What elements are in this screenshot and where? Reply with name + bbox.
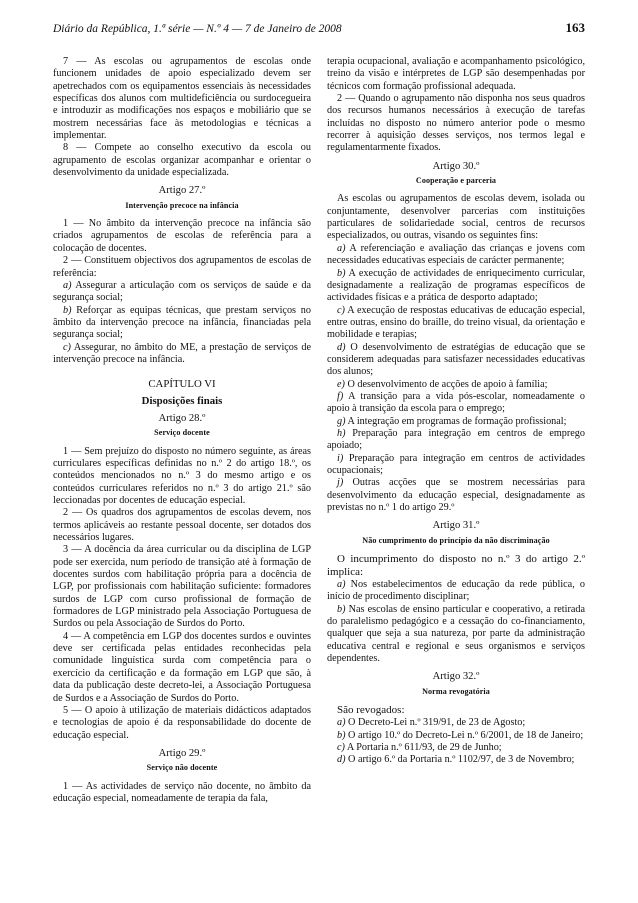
list-item xyxy=(327,604,585,666)
item-text: Nas escolas de ensino particular e cooperativo, a retirada do paralelismo pedagógico e a cessação do co-financiamento, qualquer que seja a sua natureza, por parte da administração educativa central e regional e seus organismos e serviços dependentes. xyxy=(327,603,585,665)
paragraph: 3 — A docência da área curricular ou da disciplina de LGP pode ser exercida, num período de transição até à formação de docentes surdos com habilitação própria para a docência de LGP, por profissionais com habilitação suficiente: formadores surdos de LGP com curso profissional de formação de formadores de LGP ministrado pela Associação Portuguesa de Surdos ou pela Associação de Surdos do Porto. xyxy=(53,544,311,630)
list-item xyxy=(53,280,311,305)
paragraph: As escolas ou agrupamentos de escolas devem, isolada ou conjuntamente, desenvolver parcerias com instituições particulares de solidariedade social, centros de recursos especializados, ou outras, visando os seguintes fins: xyxy=(327,193,585,242)
article-title: Artigo 30.º xyxy=(432,160,480,172)
list-item xyxy=(53,342,311,367)
list-item xyxy=(327,268,585,305)
article-heading: Norma revogatória xyxy=(422,686,490,696)
item-letter: b) xyxy=(337,729,346,741)
paragraph: 2 — Os quadros dos agrupamentos de escolas devem, nos termos aplicáveis ao restante pessoal docente, ser dotados dos necessários lugares. xyxy=(53,507,311,544)
list-item xyxy=(327,477,585,514)
item-letter: c) xyxy=(337,741,345,753)
item-letter: h) xyxy=(337,427,346,439)
list-item xyxy=(327,416,585,428)
item-text: O desenvolvimento de estratégias de educação que se considerem adequadas para satisfazer necessidades educativas dos alunos; xyxy=(327,341,585,378)
article-title: Artigo 29.º xyxy=(158,747,206,759)
paragraph: 5 — O apoio à utilização de materiais didácticos adaptados e tecnologias de apoio é da responsabilidade do docente de educação especial. xyxy=(53,704,311,741)
paragraph: 4 — A competência em LGP dos docentes surdos e ouvintes deve ser certificada pelas entidades reconhecidas pela comunidade linguística surda com competência para o exercício da certificação e da formação em LGP que são, à data da publicação deste decreto-lei, a Associação Portuguesa de Surdos e a Associação de Surdos do Porto. xyxy=(53,630,311,704)
chapter-title: Disposições finais xyxy=(141,394,223,407)
paragraph: terapia ocupacional, avaliação e acompanhamento psicológico, treino da visão e intérpretes de LGP são desempenhadas por técnicos com formação profissional adequada. xyxy=(327,56,585,92)
paragraph: 1 — As actividades de serviço não docente, no âmbito da educação especial, nomeadamente de terapia da fala, xyxy=(53,780,311,804)
item-text: A integração em programas de formação profissional; xyxy=(345,415,567,427)
paragraph: 2 — Quando o agrupamento não disponha nos seus quadros dos recursos humanos necessários à execução de tarefas incluídas no disposto no número anterior pode o mesmo recorrer à aquisição desses serviços, nos termos legal e regulamentarmente fixados. xyxy=(327,93,585,154)
article-title: Artigo 32.º xyxy=(432,671,480,683)
list-item xyxy=(327,742,585,754)
item-letter: c) xyxy=(63,341,71,353)
item-text: A Portaria n.º 611/93, de 29 de Junho; xyxy=(344,741,502,753)
item-letter: c) xyxy=(337,304,345,316)
list-item xyxy=(327,453,585,478)
item-letter: d) xyxy=(337,341,346,353)
item-text: Assegurar a articulação com os serviços de saúde e da segurança social; xyxy=(53,279,311,304)
chapter-number: CAPÍTULO VI xyxy=(148,378,216,391)
article-heading: Serviço não docente xyxy=(146,763,218,773)
page-header xyxy=(53,20,585,38)
item-letter: b) xyxy=(63,304,72,316)
list-item xyxy=(53,305,311,342)
item-text: Nos estabelecimentos de educação da rede pública, o início de procedimento disciplinar; xyxy=(327,579,585,603)
item-text: A execução de respostas educativas de educação especial, entre outras, ensino do braille, do treino visual, da orientação e mobilidade e terapias; xyxy=(327,304,585,341)
item-text: A execução de actividades de enriquecimento curricular, designadamente a realização de programas específicos de actividades físicas e a prática de desporto adaptado; xyxy=(327,267,585,304)
paragraph: 7 — As escolas ou agrupamentos de escolas onde funcionem unidades de apoio especializado devem ser apetrechados com os equipamentos essenciais às necessidades específicas dos alunos com multideficiência ou surdocegueira e introduzir as modificações nos espaços e mobiliário que se mostrem necessárias face às metodologias e técnicas a implementar. xyxy=(53,56,311,142)
item-text: O desenvolvimento de acções de apoio à família; xyxy=(344,378,548,390)
item-letter: a) xyxy=(337,242,346,254)
item-text: O artigo 6.º da Portaria n.º 1102/97, de 3 de Novembro; xyxy=(345,754,575,766)
item-letter: f) xyxy=(337,390,344,402)
item-letter: e) xyxy=(337,378,345,390)
item-letter: i) xyxy=(337,452,344,464)
list-item xyxy=(327,428,585,453)
paragraph: São revogados: xyxy=(337,704,405,717)
paragraph: O incumprimento do disposto no n.º 3 do artigo 2.º implica: xyxy=(327,553,585,579)
item-text: Preparação para integração em centros de emprego apoiado; xyxy=(327,427,585,452)
article-heading: Não cumprimento do princípio da não discriminação xyxy=(362,535,550,545)
item-text: O artigo 10.º do Decreto-Lei n.º 6/2001, de 18 de Janeiro; xyxy=(345,729,584,741)
item-text: Reforçar as equipas técnicas, que prestam serviços no âmbito da intervenção precoce na infância, financiadas pela segurança social; xyxy=(53,304,311,341)
item-text: Assegurar, no âmbito do ME, a prestação de serviços de intervenção precoce na infância. xyxy=(53,341,311,365)
paragraph: 8 — Compete ao conselho executivo da escola ou agrupamento de escolas organizar acompanhar e orientar o desenvolvimento da unidade especializada. xyxy=(53,142,311,179)
article-heading: Intervenção precoce na infância xyxy=(125,200,239,210)
article-title: Artigo 27.º xyxy=(158,185,206,197)
article-heading: Serviço docente xyxy=(154,428,210,438)
list-item xyxy=(327,754,585,766)
item-letter: a) xyxy=(337,717,346,729)
item-text: A transição para a vida pós-escolar, nomeadamente o apoio à transição da escola para o emprego; xyxy=(327,390,585,415)
paragraph: 1 — Sem prejuízo do disposto no número seguinte, as áreas curriculares específicas definidas no n.º 2 do artigo 18.º, os conteúdos mencionados no n.º 3 do mesmo artigo e os conteúdos curriculares referidos no n.º 3 do artigo 21.º são leccionadas por docentes de educação especial. xyxy=(53,445,311,506)
article-title: Artigo 31.º xyxy=(432,520,480,532)
left-column xyxy=(53,56,311,805)
list-item xyxy=(327,730,585,742)
page-number: 163 xyxy=(565,20,585,35)
item-text: O Decreto-Lei n.º 319/91, de 23 de Agosto; xyxy=(345,717,526,729)
article-title: Artigo 28.º xyxy=(158,412,206,424)
paragraph: 1 — No âmbito da intervenção precoce na infância são criados agrupamentos de escolas de referência para a colocação de docentes. xyxy=(53,218,311,254)
list-item xyxy=(327,342,585,379)
item-letter: d) xyxy=(337,754,346,766)
list-item xyxy=(327,391,585,416)
item-text: Outras acções que se mostrem necessárias para desenvolvimento da educação especial, designadamente as previstas no n.º 1 do artigo 29.º xyxy=(327,477,585,514)
article-heading: Cooperação e parceria xyxy=(415,176,497,186)
list-item xyxy=(327,305,585,342)
item-letter: a) xyxy=(63,279,72,291)
item-text: Preparação para integração em centros de actividades ocupacionais; xyxy=(327,452,585,476)
paragraph: 2 — Constituem objectivos dos agrupamentos de escolas de referência: xyxy=(53,255,311,279)
list-item xyxy=(327,379,585,391)
journal-title: Diário da República, 1.ª série — N.º 4 — 7 de Janeiro de 2008 xyxy=(53,23,342,35)
right-column xyxy=(327,56,585,767)
item-letter: g) xyxy=(337,415,346,427)
item-letter: j) xyxy=(337,477,344,489)
list-item xyxy=(327,579,585,604)
item-letter: a) xyxy=(337,579,346,591)
list-item xyxy=(327,717,585,729)
item-text: A referenciação e avaliação das crianças e jovens com necessidades educativas especiais de carácter permanente; xyxy=(327,242,585,267)
item-letter: b) xyxy=(337,267,346,279)
list-item xyxy=(327,243,585,268)
item-letter: b) xyxy=(337,603,346,615)
